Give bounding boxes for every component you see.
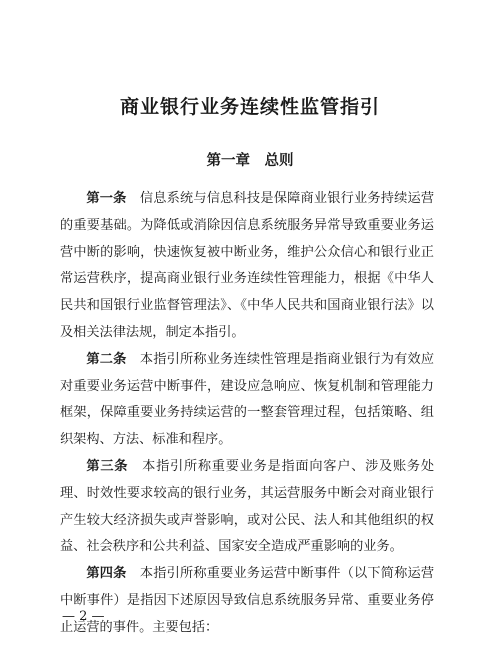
article-paragraph	[60, 347, 434, 454]
article-text: 本指引所称业务连续性管理是指商业银行为有效应对重要业务运营中断事件，建设应急响应、恢复机制和管理能力框架，保障重要业务持续运营的一整套管理过程，包括策略、组织架构、方法、标准和程序。	[60, 351, 435, 448]
article-text: 本指引所称重要业务是指面向客户、涉及账务处理、时效性要求较高的银行业务，其运营服务中断会对商业银行产生较大经济损失或声誉影响，或对公民、法人和其他组织的权益、社会秩序和公共利益、国家安全造成严重影响的业务。	[60, 458, 435, 555]
article-paragraph	[60, 454, 434, 561]
article-paragraph	[60, 186, 434, 347]
article-text: 信息系统与信息科技是保障商业银行业务持续运营的重要基础。为降低或消除因信息系统服务异常导致重要业务运营中断的影响，快速恢复被中断业务，维护公众信心和银行业正常运营秩序，提高商业银行业务连续性管理能力，根据《中华人民共和国银行业监督管理法》、《中华人民共和国商业银行法》以及相关法律法规，制定本指引。	[60, 191, 435, 340]
article-text: 本指引所称重要业务运营中断事件（以下简称运营中断事件）是指因下述原因导致信息系统服务异常、重要业务停止运营的事件。主要包括：	[60, 566, 435, 635]
page-number: — 2 —	[62, 609, 105, 624]
article-label: 第四条	[86, 566, 127, 582]
chapter-heading: 第一章 总则	[206, 153, 294, 169]
document-body	[60, 186, 434, 642]
article-label: 第一条	[86, 191, 127, 206]
article-label: 第三条	[86, 458, 129, 474]
document-title: 商业银行业务连续性监管指引	[119, 96, 380, 118]
article-paragraph	[60, 561, 434, 641]
article-label: 第二条	[86, 351, 127, 367]
